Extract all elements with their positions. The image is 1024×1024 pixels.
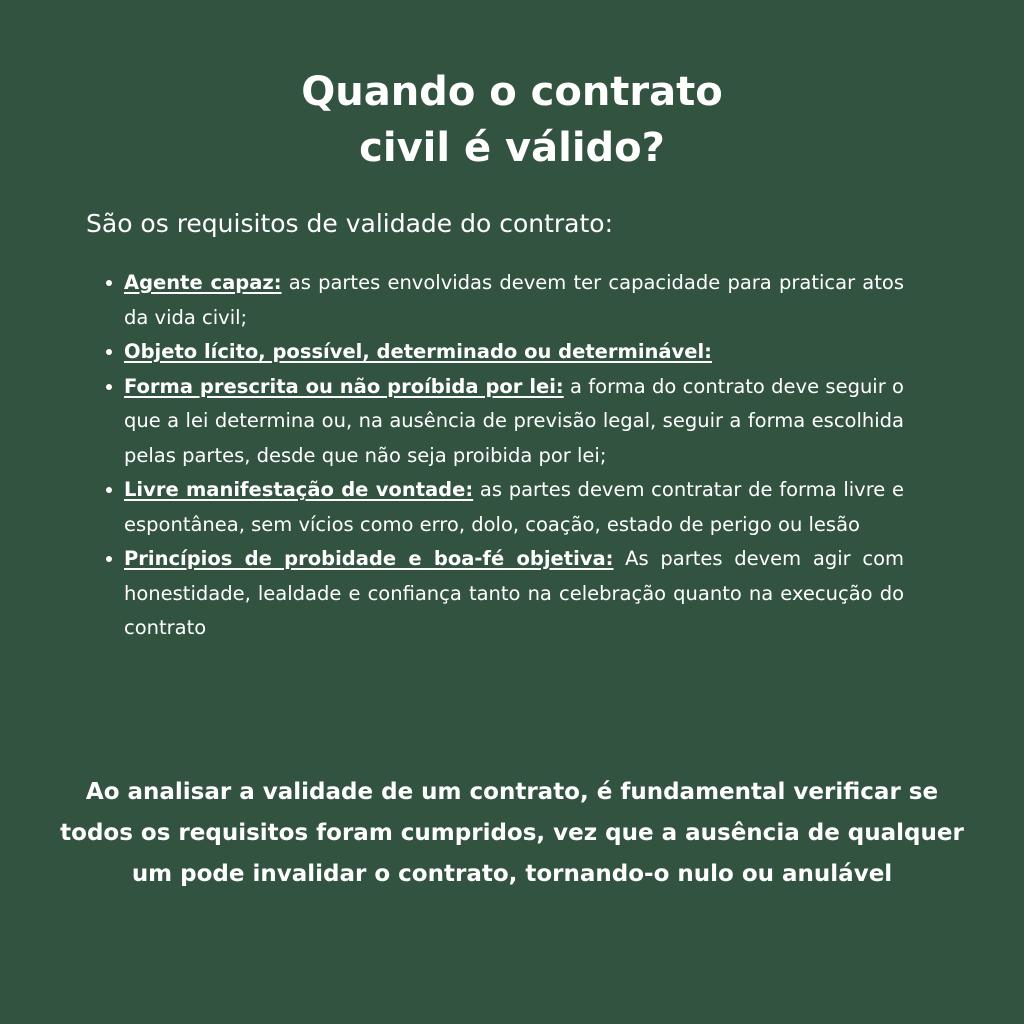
requirement-text: a forma do contrato deve seguir o que a lei determina ou, na ausência de previsão legal, seguir a forma escolhida pelas partes, desde que não seja proibida por lei; [124, 374, 904, 467]
bullet-icon [106, 384, 112, 390]
list-item [106, 542, 904, 646]
requirement-term: Princípios de probidade e boa-fé objetiva: [124, 547, 614, 570]
requirement-term: Objeto lícito, possível, determinado ou determinável: [124, 340, 712, 363]
requirement-text: as partes envolvidas devem ter capacidade para praticar atos da vida civil; [124, 271, 904, 329]
title-line-2: civil é válido? [359, 125, 665, 171]
title-line-1: Quando o contrato [301, 69, 723, 115]
requirement-text: As partes devem agir com honestidade, lealdade e confiança tanto na celebração quanto na execução do contrato [124, 547, 904, 639]
bullet-icon [106, 487, 112, 493]
requirements-list [106, 266, 904, 646]
requirement-term: Livre manifestação de vontade: [124, 478, 474, 501]
bullet-icon [106, 349, 112, 355]
requirement-text: as partes devem contratar de forma livre e espontânea, sem vícios como erro, dolo, coação, estado de perigo ou lesão [124, 478, 905, 536]
list-item [106, 370, 904, 474]
intro-text: São os requisitos de validade do contrato: [86, 209, 614, 238]
requirement-term: Forma prescrita ou não proíbida por lei: [124, 374, 564, 398]
list-item [106, 335, 904, 370]
page-title [0, 64, 1024, 176]
conclusion-text: Ao analisar a validade de um contrato, é fundamental verificar se todos os requisitos foram cumpridos, vez que a ausência de qualquer um pode invalidar o contrato, tornando-o nulo ou anulável [60, 779, 964, 887]
list-item [106, 266, 904, 335]
requirement-term: Agente capaz: [124, 271, 282, 294]
bullet-icon [106, 280, 112, 286]
list-item [106, 473, 904, 542]
bullet-icon [106, 556, 112, 562]
